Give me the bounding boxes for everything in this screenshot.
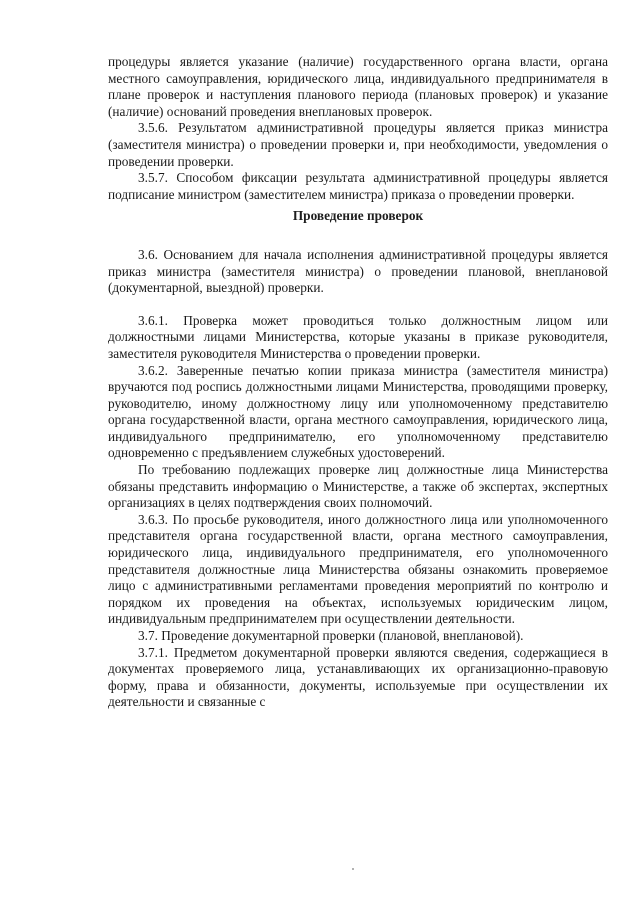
paragraph-3-5-6: 3.5.6. Результатом административной процедуры является приказ министра (заместителя министра) о проведении проверки и, при необходимости, уведомления о проведении проверки. (108, 120, 608, 169)
paragraph-3-6-1: 3.6.1. Проверка может проводиться только должностным лицом или должностными лицами Министерства, которые указаны в приказе руководителя, заместителя руководителя Министерства о проведении проверки. (108, 312, 608, 361)
paragraph-procedure-continuation: процедуры является указание (наличие) государственного органа власти, органа местного самоуправления, юридического лица, индивидуального предпринимателя в плане проверок и наступления планового периода (плановых проверок) и указание (наличие) оснований проведения внеплановых проверок. (108, 54, 608, 119)
paragraph-gap (108, 297, 608, 313)
paragraph-3-6-3: 3.6.3. По просьбе руководителя, иного должностного лица или уполномоченного представителя органа государственной власти, органа местного самоуправления, юридического лица, индивидуального предпринимателя, его уполномоченного представителя должностные лица Министерства обязаны ознакомить проверяемое лицо с административными регламентами проведения мероприятий по контролю и порядком их проведения на объектах, используемых юридическим лицом, индивидуальным предпринимателем при осуществлении деятельности. (108, 511, 608, 627)
paragraph-3-7-1: 3.7.1. Предметом документарной проверки являются сведения, содержащиеся в документах проверяемого лица, устанавливающих их организационно-правовую форму, права и обязанности, документы, используемые при осуществлении их деятельности и связанные с (108, 644, 608, 710)
paragraph-requirement: По требованию подлежащих проверке лиц должностные лица Министерства обязаны представить информацию о Министерстве, а также об экспертах, экспертных организациях в целях подтверждения своих полномочий. (108, 462, 608, 511)
scan-speck (352, 868, 354, 870)
paragraph-3-6: 3.6. Основанием для начала исполнения административной процедуры является приказ министра (заместителя министра) о проведении плановой, внеплановой (документарной, выездной) проверки. (108, 246, 608, 296)
paragraph-3-5-7: 3.5.7. Способом фиксации результата административной процедуры является подписание министром (заместителем министра) приказа о проведении проверки. (108, 170, 608, 202)
paragraph-3-6-2: 3.6.2. Заверенные печатью копии приказа министра (заместителя министра) вручаются под роспись должностными лицами Министерства, проводящими проверку, руководителю, иному должностному лицу или уполномоченному представителю органа государственной власти, органа местного самоуправления, юридического лица, индивидуального предпринимателю, его уполномоченному представителю одновременно с предъявлением служебных удостоверений. (108, 362, 608, 461)
section-heading: Проведение проверок (292, 208, 424, 224)
paragraph-3-7: 3.7. Проведение документарной проверки (плановой, внеплановой). (138, 628, 524, 643)
